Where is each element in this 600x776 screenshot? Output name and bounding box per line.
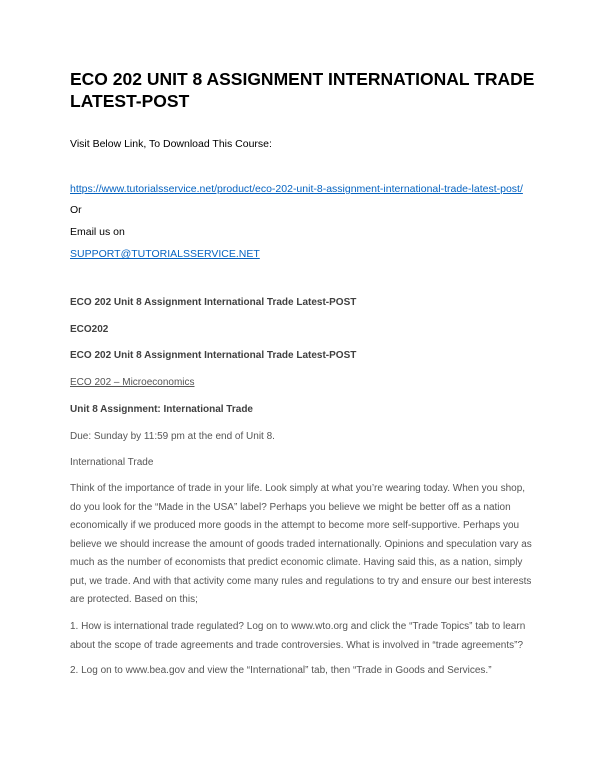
visit-instruction: Visit Below Link, To Download This Course:	[70, 138, 272, 150]
email-label: Email us on	[70, 226, 125, 238]
course-link-line	[70, 377, 195, 388]
document-title: ECO 202 UNIT 8 ASSIGNMENT INTERNATIONAL TRADE LATEST-POST	[70, 69, 535, 111]
course-code: ECO202	[70, 324, 109, 335]
course-microeconomics-link[interactable]: ECO 202 – Microeconomics	[70, 377, 195, 388]
heading-assignment-1: ECO 202 Unit 8 Assignment International Trade Latest-POST	[70, 297, 357, 308]
heading-assignment-2: ECO 202 Unit 8 Assignment International Trade Latest-POST	[70, 350, 357, 361]
question-1: 1. How is international trade regulated? Log on to www.wto.org and click the “Trade Topics” tab to learn about the scope of trade agreements and trade controversies. What is involved in “trade agreements”?	[70, 621, 526, 651]
course-url-link[interactable]: https://www.tutorialsservice.net/product/eco-202-unit-8-assignment-international-trade-latest-post/	[70, 183, 523, 195]
support-email-line	[70, 248, 260, 260]
section-label: International Trade	[70, 457, 154, 468]
course-url-line	[70, 183, 523, 195]
question-2: 2. Log on to www.bea.gov and view the “International” tab, then “Trade in Goods and Services.”	[70, 665, 492, 676]
unit-heading: Unit 8 Assignment: International Trade	[70, 404, 253, 415]
body-paragraph: Think of the importance of trade in your life. Look simply at what you’re wearing today. When you shop, do you look for the “Made in the USA” label? Perhaps you believe we might be better off as a nation economically if we produced more goods in the attempt to become more self-supportive. Perhaps you believe we should increase the amount of goods traded internationally. Opinions and speculation vary as much as the number of economists that predict economic climate. Having said this, as a nation, simply put, we trade. And with that activity come many rules and regulations to try and ensure our best interests are protected. Based on this;	[70, 483, 532, 605]
or-text: Or	[70, 204, 82, 216]
due-date-text: Due: Sunday by 11:59 pm at the end of Unit 8.	[70, 431, 275, 442]
support-email-link[interactable]: SUPPORT@TUTORIALSSERVICE.NET	[70, 248, 260, 260]
